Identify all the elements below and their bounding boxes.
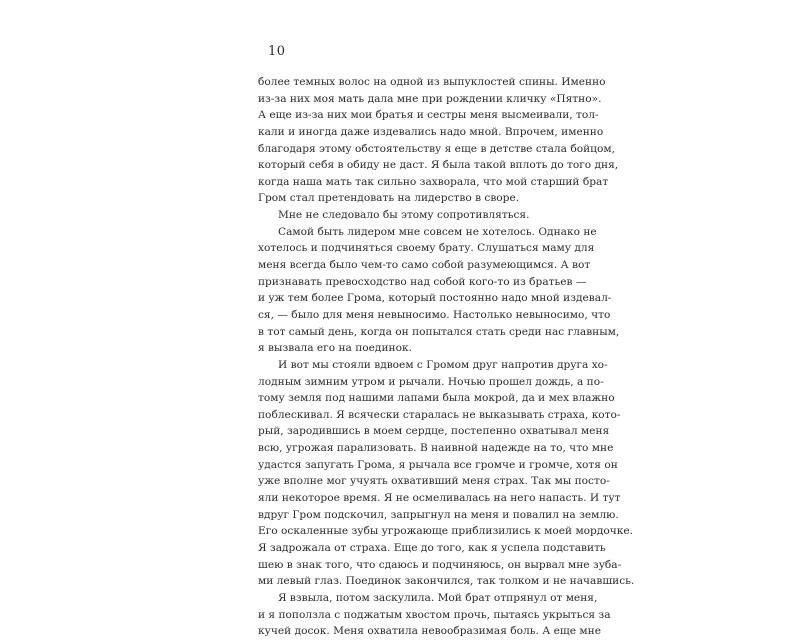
text-line: более темных волос на одной из выпуклостей спины. Именно — [258, 76, 606, 88]
text-line: Гром стал претендовать на лидерство в своре. — [258, 192, 520, 205]
text-line: вдруг Гром подскочил, запрыгнул на меня и повалил на землю. — [258, 508, 619, 521]
text-line: рый, зародившись в моем сердце, постепенно охватывал меня — [258, 425, 610, 438]
text-line: и уж тем более Грома, который постоянно надо мной издевал- — [258, 292, 612, 305]
text-line: всю, угрожая парализовать. В наивной надежде на то, что мне — [258, 442, 614, 455]
text-line: Я взвыла, потом заскулила. Мой брат отпрянул от меня, — [278, 591, 598, 604]
text-line: Его оскаленные зубы угрожающе приблизились к моей мордочке. — [258, 525, 634, 538]
text-line: лодным зимним утром и рычали. Ночью прошел дождь, а по- — [258, 375, 604, 388]
text-line: и я поползла с поджатым хвостом прочь, пытаясь укрыться за — [258, 608, 611, 621]
text-line: благодаря этому обстоятельству я еще в детстве стала бойцом, — [258, 142, 615, 155]
text-line: ся, — было для меня невыносимо. Настолько невыносимо, что — [258, 308, 611, 321]
page-number: 10 — [268, 44, 286, 59]
text-line: удастся запугать Грома, я рычала все громче и громче, хотя он — [258, 458, 618, 471]
text-line: когда наша мать так сильно захворала, что мой старший брат — [258, 175, 609, 188]
text-line: кали и иногда даже издевались надо мной. Впрочем, именно — [258, 125, 604, 138]
text-line: А еще из-за них мои братья и сестры меня высмеивали, тол- — [258, 109, 599, 122]
text-line: я вызвала его на поединок. — [258, 342, 412, 355]
body-text — [258, 74, 635, 640]
text-line: Я задрожала от страха. Еще до того, как я успела подставить — [258, 541, 606, 554]
text-line: тому земля под нашими лапами была мокрой, да и мех влажно — [258, 392, 615, 405]
text-line: яли некоторое время. Я не осмеливалась на него напасть. И тут — [258, 492, 621, 505]
text-line: меня всегда было чем-то само собой разумеющимся. А вот — [258, 259, 591, 272]
text-line: признавать превосходство над собой кого-то из братьев — — [258, 275, 587, 288]
text-line: хотелось и подчиняться своему брату. Слушаться маму для — [258, 242, 595, 255]
text-line: шею в знак того, что сдаюсь и подчиняюсь, он вырвал мне зуба- — [258, 558, 622, 571]
text-line: кучей досок. Меня охватила невообразимая боль. А еще мне — [258, 625, 601, 638]
text-line: Мне не следовало бы этому сопротивляться. — [278, 209, 530, 222]
text-line: ми левый глаз. Поединок закончился, так толком и не начавшись. — [258, 575, 635, 588]
text-line: И вот мы стояли вдвоем с Громом друг напротив друга хо- — [278, 358, 608, 371]
text-line: в тот самый день, когда он попытался стать среди нас главным, — [258, 325, 620, 338]
text-line: уже вполне мог учуять охвативший меня страх. Так мы посто- — [258, 475, 610, 488]
text-line: поблескивал. Я всячески старалась не выказывать страха, кото- — [258, 408, 621, 421]
text-line: который себя в обиду не даст. Я была такой вплоть до того дня, — [258, 159, 619, 172]
text-line: из-за них моя мать дала мне при рождении кличку «Пятно». — [258, 92, 602, 105]
text-line: Самой быть лидером мне совсем не хотелось. Однако не — [278, 225, 597, 238]
